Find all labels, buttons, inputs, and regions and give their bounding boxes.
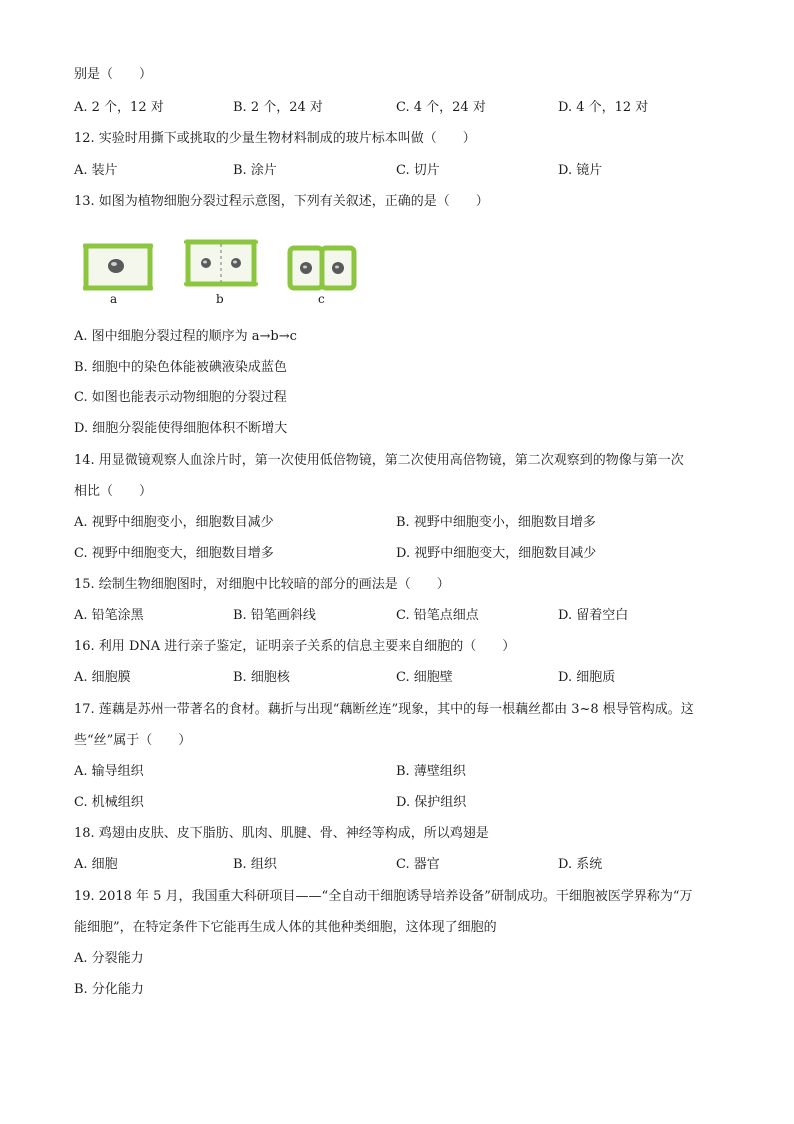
figure-label-b: b bbox=[216, 292, 224, 306]
q17-option-d: D. 保护组织 bbox=[396, 795, 467, 810]
q16-option-b: B. 细胞核 bbox=[233, 670, 290, 685]
q18-option-c: C. 器官 bbox=[396, 857, 440, 872]
q12-option-c: C. 切片 bbox=[396, 163, 440, 178]
q15-option-b: B. 铅笔画斜线 bbox=[233, 608, 316, 623]
q11-stem-tail: 别是（ ） bbox=[74, 67, 153, 82]
cell-b bbox=[184, 242, 258, 284]
q11-option-b: B. 2 个，24 对 bbox=[233, 100, 323, 115]
q11-option-c: C. 4 个，24 对 bbox=[396, 100, 486, 115]
q17-stem-line1: 17. 莲藕是苏州一带著名的食材。藕折与出现“藕断丝连”现象，其中的每一根藕丝都由 3~8 根导管构成。这 bbox=[74, 702, 694, 717]
q13-option-d: D. 细胞分裂能使得细胞体积不断增大 bbox=[74, 421, 288, 436]
q13-option-b: B. 细胞中的染色体能被碘液染成蓝色 bbox=[74, 360, 287, 375]
q17-option-a: A. 输导组织 bbox=[74, 764, 144, 779]
q16-stem: 16. 利用 DNA 进行亲子鉴定，证明亲子关系的信息主要来自细胞的（ ） bbox=[74, 639, 516, 654]
q18-option-a: A. 细胞 bbox=[74, 857, 118, 872]
q12-option-d: D. 镜片 bbox=[558, 163, 603, 178]
q19-option-a: A. 分裂能力 bbox=[74, 951, 144, 966]
cell-c bbox=[290, 248, 354, 288]
figure-label-c: c bbox=[318, 292, 325, 306]
q12-option-b: B. 涂片 bbox=[233, 163, 277, 178]
q17-option-b: B. 薄壁组织 bbox=[396, 764, 466, 779]
q15-option-a: A. 铅笔涂黑 bbox=[74, 608, 144, 623]
q15-option-c: C. 铅笔点细点 bbox=[396, 608, 479, 623]
q16-option-a: A. 细胞膜 bbox=[74, 670, 131, 685]
q11-option-d: D. 4 个，12 对 bbox=[558, 100, 649, 115]
q16-option-c: C. 细胞壁 bbox=[396, 670, 453, 685]
figure-label-a: a bbox=[110, 292, 118, 306]
q14-option-b: B. 视野中细胞变小，细胞数目增多 bbox=[396, 515, 596, 530]
q13-option-a: A. 图中细胞分裂过程的顺序为 a→b→c bbox=[74, 329, 297, 344]
q19-stem-line2: 能细胞”，在特定条件下它能再生成人体的其他种类细胞，这体现了细胞的 bbox=[74, 920, 497, 935]
q18-stem: 18. 鸡翅由皮肤、皮下脂肪、肌肉、肌腱、骨、神经等构成，所以鸡翅是 bbox=[74, 826, 489, 841]
q14-stem-line2: 相比（ ） bbox=[74, 484, 153, 499]
cell-division-diagram bbox=[80, 232, 370, 312]
q16-option-d: D. 细胞质 bbox=[558, 670, 616, 685]
q17-option-c: C. 机械组织 bbox=[74, 795, 144, 810]
q15-option-d: D. 留着空白 bbox=[558, 608, 629, 623]
q12-option-a: A. 装片 bbox=[74, 163, 118, 178]
q13-option-c: C. 如图也能表示动物细胞的分裂过程 bbox=[74, 390, 287, 405]
q17-stem-line2: 些“丝”属于（ ） bbox=[74, 733, 192, 748]
q19-stem-line1: 19. 2018 年 5 月，我国重大科研项目——“全自动干细胞诱导培养设备”研制成功。干细胞被医学界称为“万 bbox=[74, 889, 693, 904]
q12-stem: 12. 实验时用撕下或挑取的少量生物材料制成的玻片标本叫做（ ） bbox=[74, 131, 476, 146]
q18-option-b: B. 组织 bbox=[233, 857, 277, 872]
q14-stem-line1: 14. 用显微镜观察人血涂片时，第一次使用低倍物镜，第二次使用高倍物镜，第二次观察到的物像与第一次 bbox=[74, 453, 684, 468]
q14-option-c: C. 视野中细胞变大，细胞数目增多 bbox=[74, 546, 274, 561]
cell-a bbox=[83, 246, 153, 288]
q13-stem: 13. 如图为植物细胞分裂过程示意图，下列有关叙述，正确的是（ ） bbox=[74, 194, 489, 209]
q15-stem: 15. 绘制生物细胞图时，对细胞中比较暗的部分的画法是（ ） bbox=[74, 577, 450, 592]
q11-option-a: A. 2 个，12 对 bbox=[74, 100, 164, 115]
cell-division-figure bbox=[80, 232, 370, 312]
q19-option-b: B. 分化能力 bbox=[74, 982, 144, 997]
q14-option-d: D. 视野中细胞变大，细胞数目减少 bbox=[396, 546, 597, 561]
q18-option-d: D. 系统 bbox=[558, 857, 603, 872]
q14-option-a: A. 视野中细胞变小，细胞数目减少 bbox=[74, 515, 274, 530]
